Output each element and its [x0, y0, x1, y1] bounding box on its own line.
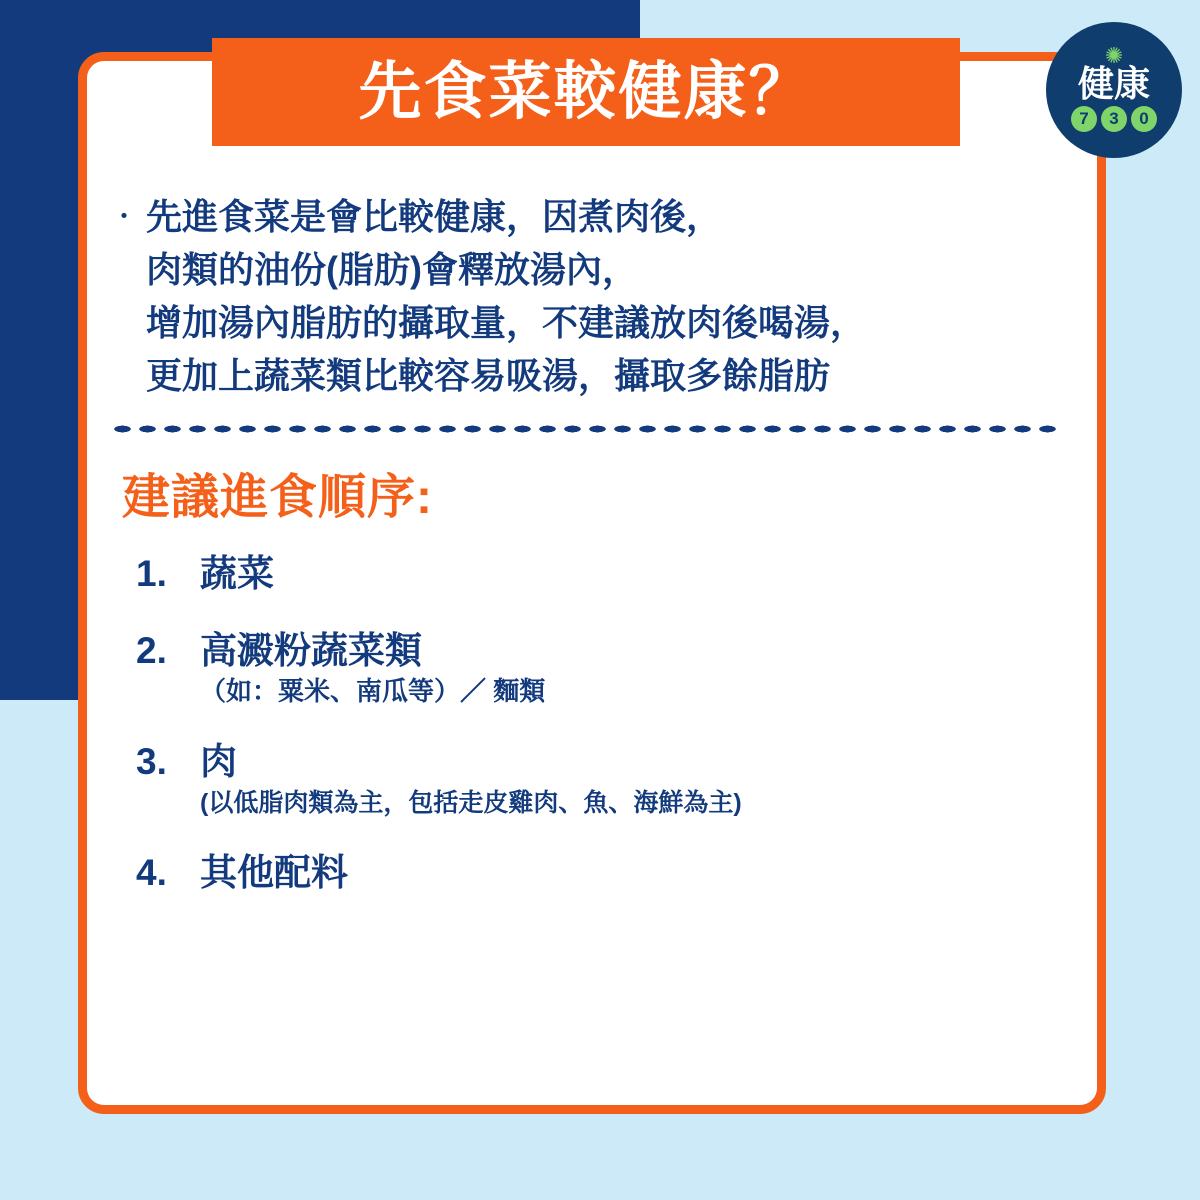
- dotted-divider: [110, 424, 1060, 434]
- step-detail: (以低脂肉類為主，包括走皮雞肉、魚、海鮮為主): [200, 788, 742, 817]
- step-content: [200, 741, 742, 818]
- paragraph-line: 更加上蔬菜類比較容易吸湯，攝取多餘脂肪: [146, 355, 831, 396]
- brand-logo: [1046, 22, 1182, 158]
- list-item: [136, 852, 1070, 895]
- step-content: [200, 630, 545, 708]
- step-label: 高澱粉蔬菜類: [200, 629, 422, 671]
- section-subheading: 建議進食順序:: [122, 471, 433, 524]
- leaf-sprig-icon: ✺: [1104, 43, 1124, 68]
- logo-name: 健康: [1077, 63, 1150, 104]
- paragraph-line: 先進食菜是會比較健康，因煮肉後，: [146, 196, 723, 237]
- list-item: [136, 553, 1070, 596]
- step-content: [200, 553, 274, 596]
- steps-list: [136, 553, 1070, 894]
- intro-paragraph: [110, 190, 1070, 402]
- logo-digit: 3: [1101, 106, 1127, 132]
- list-item: [136, 630, 1070, 708]
- paragraph-line: 增加湯內脂肪的攝取量，不建議放肉後喝湯，: [146, 302, 867, 343]
- title-banner: [212, 38, 960, 146]
- step-number: 1.: [136, 553, 167, 594]
- page-title: 先食菜較健康？: [358, 56, 814, 127]
- step-label: 蔬菜: [200, 553, 274, 594]
- paragraph-line: 肉類的油份(脂肪)會釋放湯內，: [146, 249, 638, 290]
- bullet-icon: ・: [110, 201, 139, 232]
- logo-digits: [1071, 106, 1157, 132]
- step-number: 4.: [136, 851, 167, 893]
- list-item: [136, 741, 1070, 818]
- logo-digit: 7: [1071, 106, 1097, 132]
- logo-digit: 0: [1131, 106, 1157, 132]
- step-label: 肉: [200, 741, 237, 783]
- step-number: 2.: [136, 629, 167, 671]
- step-number: 3.: [136, 741, 167, 783]
- step-detail: （如：粟米、南瓜等）／ 麵類: [200, 676, 546, 707]
- intro-paragraph-text: [146, 190, 866, 402]
- step-content: [200, 852, 348, 895]
- step-label: 其他配料: [200, 851, 348, 893]
- poster-content: [110, 190, 1070, 928]
